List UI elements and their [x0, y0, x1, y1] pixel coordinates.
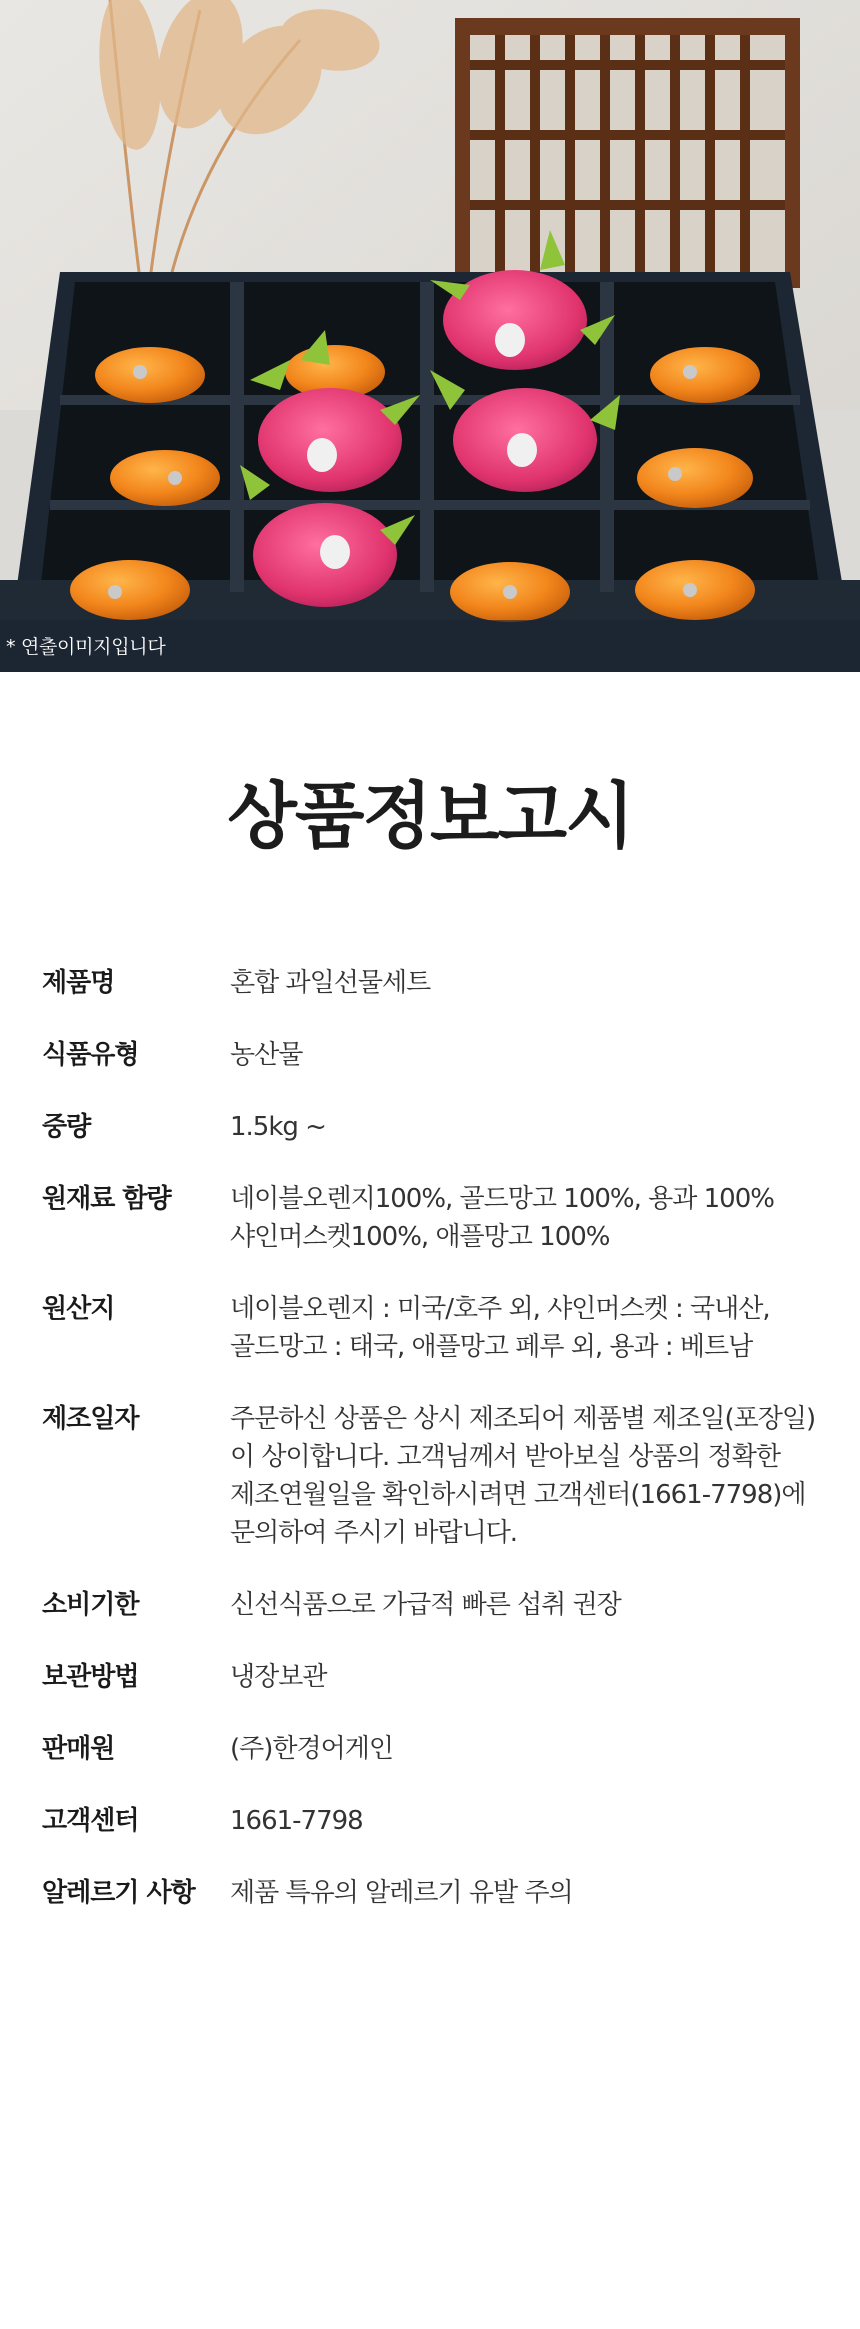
info-label: 원산지 [42, 1294, 115, 1324]
info-row-expiry [42, 1586, 842, 1624]
info-value-line: 혼합 과일선물세트 [230, 968, 431, 998]
info-value [230, 1180, 842, 1256]
product-info-table [42, 964, 842, 1946]
info-label: 알레르기 사항 [42, 1878, 195, 1908]
info-value-line: 1661-7798 [230, 1806, 363, 1836]
info-row-ingredients [42, 1180, 842, 1256]
page-title: 상품정보고시 [227, 774, 633, 858]
info-label: 원재료 함량 [42, 1184, 171, 1214]
info-value-line: 골드망고 : 태국, 애플망고 페루 외, 용과 : 베트남 [230, 1332, 753, 1362]
info-row-food-type [42, 1036, 842, 1074]
info-value [230, 1036, 842, 1074]
info-value [230, 964, 842, 1002]
info-label: 제조일자 [42, 1404, 139, 1434]
info-row-storage [42, 1658, 842, 1696]
info-label: 식품유형 [42, 1040, 139, 1070]
wooden-lattice [455, 18, 800, 288]
info-value-line: (주)한경어게인 [230, 1734, 393, 1764]
info-value-line: 이 상이합니다. 고객님께서 받아보실 상품의 정확한 [230, 1442, 781, 1472]
info-label: 제품명 [42, 968, 115, 998]
info-value [230, 1802, 842, 1840]
info-value-line: 샤인머스켓100%, 애플망고 100% [230, 1222, 610, 1252]
info-row-seller [42, 1730, 842, 1768]
info-row-weight [42, 1108, 842, 1146]
info-label: 판매원 [42, 1734, 115, 1764]
info-value-line: 농산물 [230, 1040, 303, 1070]
info-value [230, 1874, 842, 1912]
info-label: 소비기한 [42, 1590, 139, 1620]
info-label: 고객센터 [42, 1806, 139, 1836]
product-hero-image [0, 0, 860, 672]
info-label: 중량 [42, 1112, 91, 1142]
info-value [230, 1730, 842, 1768]
info-value-line: 네이블오렌지100%, 골드망고 100%, 용과 100% [230, 1184, 774, 1214]
info-row-customer-center [42, 1802, 842, 1840]
info-row-manufacture-date [42, 1400, 842, 1552]
info-value-line: 신선식품으로 가급적 빠른 섭취 권장 [230, 1590, 621, 1620]
info-value [230, 1586, 842, 1624]
gift-box-photo [0, 0, 860, 672]
image-caption: * 연출이미지입니다 [6, 636, 166, 658]
info-value-line: 주문하신 상품은 상시 제조되어 제품별 제조일(포장일) [230, 1404, 816, 1434]
info-value-line: 네이블오렌지 : 미국/호주 외, 샤인머스켓 : 국내산, [230, 1294, 770, 1324]
info-value-line: 냉장보관 [230, 1662, 327, 1692]
info-value [230, 1290, 842, 1366]
info-value-line: 1.5kg ~ [230, 1112, 326, 1142]
info-value-line: 제조연월일을 확인하시려면 고객센터(1661-7798)에 [230, 1480, 806, 1510]
info-row-origin [42, 1290, 842, 1366]
info-value [230, 1108, 842, 1146]
info-row-product-name [42, 964, 842, 1002]
info-row-allergy [42, 1874, 842, 1912]
info-label: 보관방법 [42, 1662, 139, 1692]
info-value [230, 1658, 842, 1696]
info-value-line: 제품 특유의 알레르기 유발 주의 [230, 1878, 573, 1908]
info-value-line: 문의하여 주시기 바랍니다. [230, 1518, 518, 1548]
info-value [230, 1400, 842, 1552]
